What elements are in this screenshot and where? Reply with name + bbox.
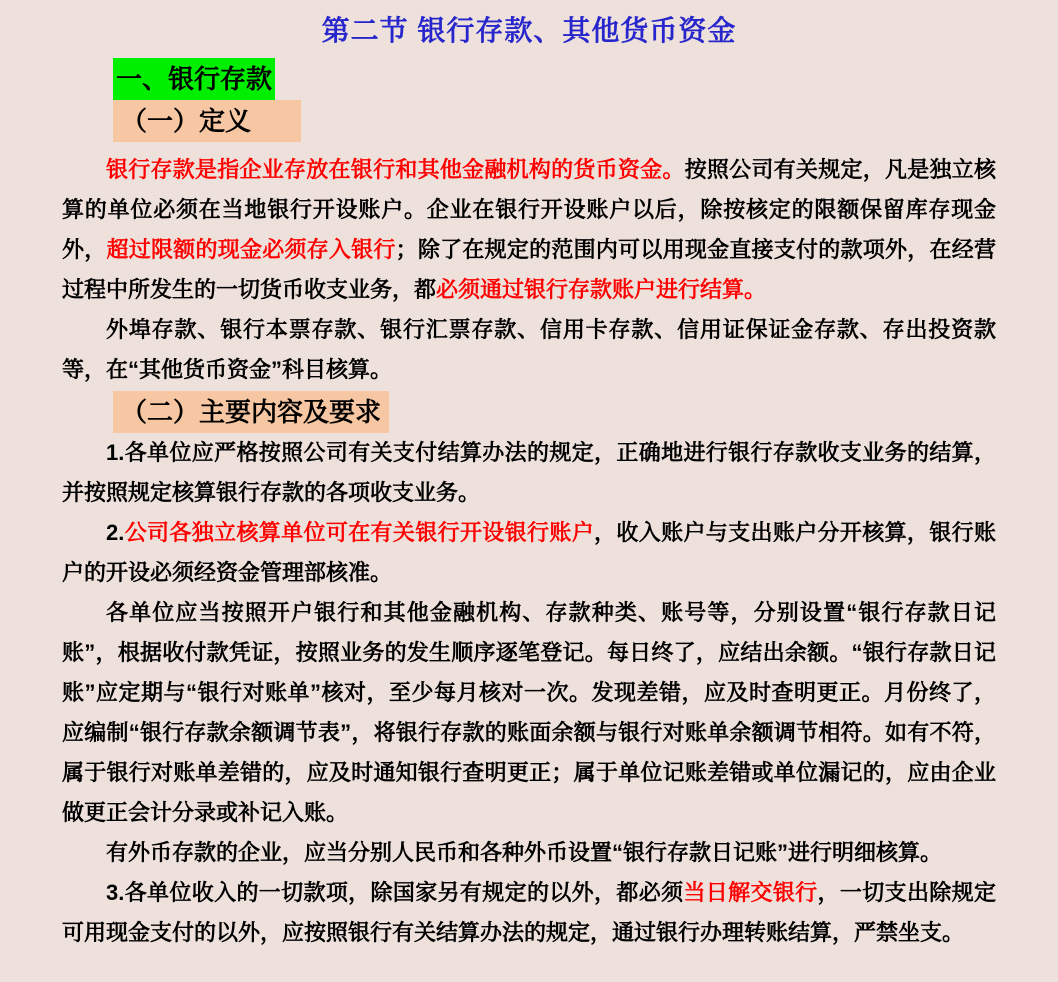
- document-page: [0, 12, 1058, 982]
- text-segment: ；除了在规定的范围内可以用现金直接支付的款项外，在经营过程中所发生的一切货币收支业务，都: [62, 237, 996, 302]
- text-segment: 有外币存款的企业，应当分别人民币和各种外币设置“银行存款日记账”进行明细核算。: [106, 840, 943, 865]
- text-segment: 外埠存款、银行本票存款、银行汇票存款、信用卡存款、信用证保证金存款、存出投资款等，在“其他货币资金”科目核算。: [62, 317, 996, 382]
- section-heading-bank-deposits: 一、银行存款: [113, 58, 275, 100]
- paragraph-item-2: [62, 513, 996, 593]
- emphasis-red-text: 当日解交银行: [683, 880, 818, 905]
- page-title: 第二节 银行存款、其他货币资金: [321, 15, 737, 46]
- emphasis-red-text: 银行存款是指企业存放在银行和其他金融机构的货币资金。: [106, 157, 685, 182]
- paragraph-item-1: [62, 433, 996, 513]
- paragraph-journal-ledger: [62, 593, 996, 833]
- emphasis-red-text: 公司各独立核算单位可在有关银行开设银行账户: [124, 520, 595, 545]
- heading-row-definition: [113, 100, 1058, 142]
- text-segment: ，一切支出除规定可用现金支付的以外，应按照银行有关结算办法的规定，通过银行办理转账结算，严禁坐支。: [62, 880, 996, 945]
- paragraph-definition: [62, 150, 996, 310]
- paragraph-foreign-currency: [62, 833, 996, 873]
- text-segment: 3.各单位收入的一切款项，除国家另有规定的以外，都必须: [106, 880, 684, 905]
- paragraph-item-3: [62, 873, 996, 953]
- text-segment: 2.: [106, 520, 125, 545]
- text-segment: 1.各单位应严格按照公司有关支付结算办法的规定，正确地进行银行存款收支业务的结算，并按照规定核算银行存款的各项收支业务。: [62, 440, 996, 505]
- text-segment: 各单位应当按照开户银行和其他金融机构、存款种类、账号等，分别设置“银行存款日记账”，根据收付款凭证，按照业务的发生顺序逐笔登记。每日终了，应结出余额。“银行存款日记账”应定期与“银行对账单”核对，至少每月核对一次。发现差错，应及时查明更正。月份终了，应编制“银行存款余额调节表”，将银行存款的账面余额与银行对账单余额调节相符。如有不符，属于银行对账单差错的，应及时通知银行查明更正；属于单位记账差错或单位漏记的，应由企业做更正会计分录或补记入账。: [62, 600, 996, 825]
- heading-row-main-content: [113, 391, 1058, 433]
- text-segment: 按照公司有关规定，凡是独立核算的单位必须在当地银行开设账户。企业在银行开设账户以后，除按核定的限额保留库存现金外，: [62, 157, 996, 262]
- emphasis-red-text: 必须通过银行存款账户进行结算。: [436, 277, 767, 302]
- emphasis-red-text: 超过限额的现金必须存入银行: [106, 237, 396, 262]
- subheading-main-content: （二）主要内容及要求: [113, 391, 389, 433]
- heading-row-bank-deposits: [113, 58, 1058, 100]
- paragraph-other-monetary-funds: [62, 310, 996, 390]
- text-segment: ，收入账户与支出账户分开核算，银行账户的开设必须经资金管理部核准。: [62, 520, 996, 585]
- subheading-definition: （一）定义: [113, 100, 301, 142]
